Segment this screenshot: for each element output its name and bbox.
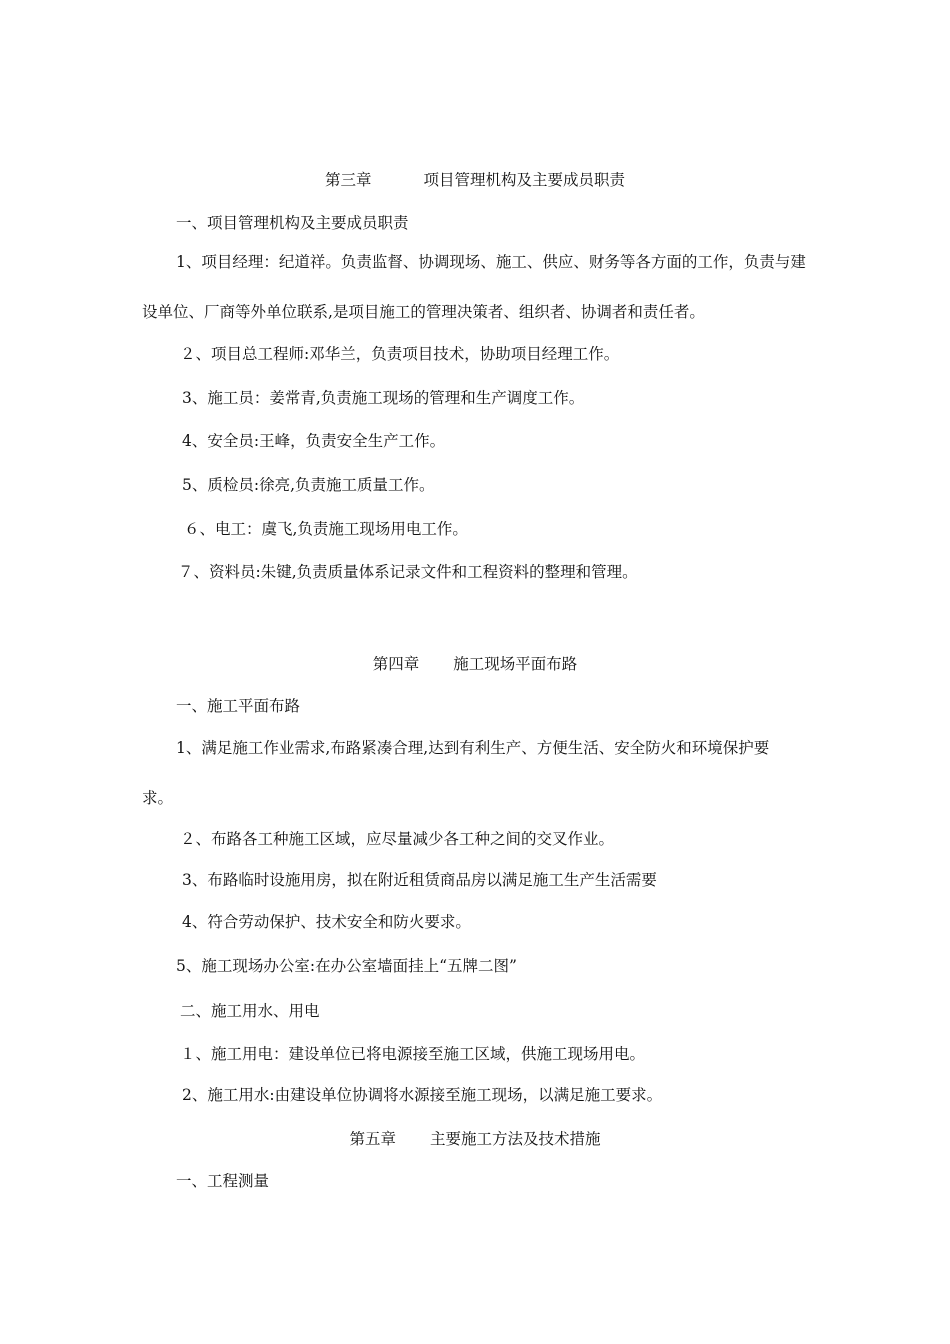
chapter-4-power-item: １、施工用电：建设单位已将电源接至施工区域，供施工现场用电。 <box>180 1045 646 1063</box>
chapter-4-item-3: 3、布路临时设施用房，拟在附近租赁商品房以满足施工生产生活需要 <box>182 871 657 889</box>
chapter-3-number: 第三章 <box>324 171 372 189</box>
chapter-5-title: 主要施工方法及技术措施 <box>430 1130 601 1148</box>
chapter-5-section-1: 一、工程测量 <box>176 1172 270 1190</box>
chapter-3-item-2: ２、项目总工程师:邓华兰，负责项目技术，协助项目经理工作。 <box>180 345 620 363</box>
chapter-3-item-4: 4、安全员:王峰，负责安全生产工作。 <box>182 432 446 450</box>
chapter-3-section-1: 一、项目管理机构及主要成员职责 <box>176 214 409 232</box>
chapter-3-item-7: ７、资料员:朱键,负责质量体系记录文件和工程资料的整理和管理。 <box>178 563 638 581</box>
chapter-4-number: 第四章 <box>372 655 420 673</box>
chapter-4-item-4: 4、符合劳动保护、技术安全和防火要求。 <box>182 913 471 931</box>
chapter-3-item-1: 1、项目经理：纪道祥。负责监督、协调现场、施工、供应、财务等各方面的工作，负责与建 <box>176 253 806 271</box>
chapter-4-heading <box>0 654 950 674</box>
chapter-3-item-3: 3、施工员：姜常青,负责施工现场的管理和生产调度工作。 <box>182 389 585 407</box>
chapter-3-title: 项目管理机构及主要成员职责 <box>423 171 626 189</box>
chapter-3-heading <box>0 170 950 190</box>
chapter-3-item-6: ６、电工：虞飞,负责施工现场用电工作。 <box>184 520 468 538</box>
chapter-4-water-item: 2、施工用水:由建设单位协调将水源接至施工现场，以满足施工要求。 <box>182 1086 663 1104</box>
chapter-4-section-2: 二、施工用水、用电 <box>180 1002 320 1020</box>
chapter-4-item-5: 5、施工现场办公室:在办公室墙面挂上“五牌二图” <box>176 957 517 975</box>
chapter-4-section-1: 一、施工平面布路 <box>176 697 301 715</box>
chapter-5-number: 第五章 <box>349 1130 396 1148</box>
chapter-3-item-1-cont: 设单位、厂商等外单位联系,是项目施工的管理决策者、组织者、协调者和责任者。 <box>142 303 705 321</box>
chapter-4-title: 施工现场平面布路 <box>453 655 578 673</box>
chapter-3-item-5: 5、质检员:徐亮,负责施工质量工作。 <box>182 476 435 494</box>
chapter-4-item-2: ２、布路各工种施工区域，应尽量减少各工种之间的交叉作业。 <box>180 830 615 848</box>
chapter-5-heading <box>0 1129 950 1149</box>
chapter-4-item-1-cont: 求。 <box>142 789 174 807</box>
chapter-4-item-1: 1、满足施工作业需求,布路紧凑合理,达到有利生产、方便生活、安全防火和环境保护要 <box>176 739 770 757</box>
